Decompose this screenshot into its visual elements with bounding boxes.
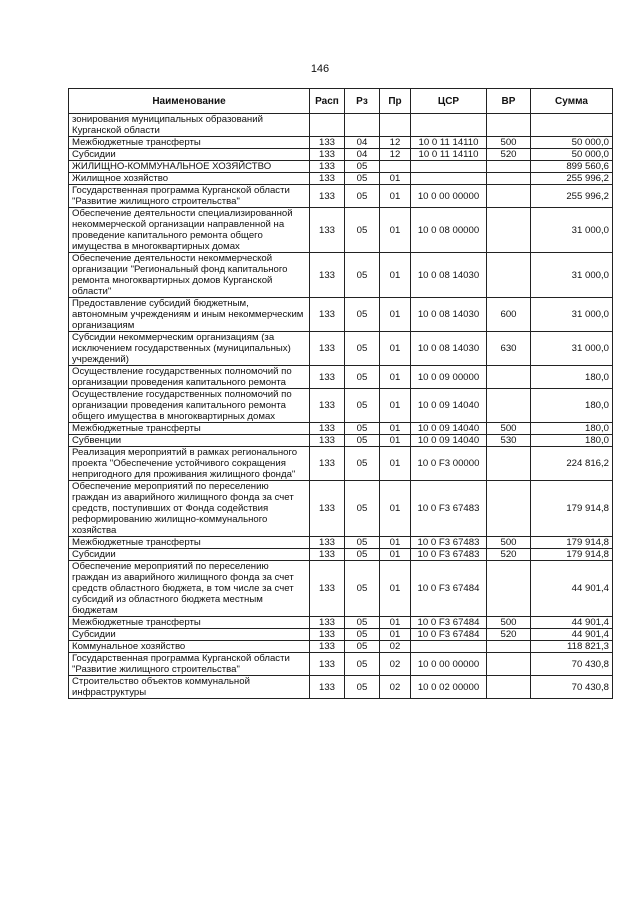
cell-rz: 05 [345,641,380,653]
table-row [69,298,613,332]
cell-vr [487,389,531,423]
cell-rasp: 133 [310,641,345,653]
cell-rasp: 133 [310,173,345,185]
cell-csr: 10 0 F3 67483 [411,537,487,549]
table-row [69,676,613,699]
cell-sum: 179 914,8 [531,481,613,537]
cell-sum: 180,0 [531,435,613,447]
cell-vr [487,185,531,208]
cell-csr: 10 0 09 14040 [411,423,487,435]
cell-rz: 05 [345,549,380,561]
header-name: Наименование [69,89,310,114]
table-row [69,185,613,208]
cell-csr: 10 0 09 14040 [411,389,487,423]
cell-pr: 02 [380,653,411,676]
cell-name: Субвенции [69,435,310,447]
cell-vr: 520 [487,629,531,641]
cell-rz: 05 [345,447,380,481]
cell-rasp: 133 [310,653,345,676]
cell-name: Обеспечение мероприятий по переселению граждан из аварийного жилищного фонда за счет средств областного бюджета, в том числе за счет субсидий из областного бюджета местным бюджетам [69,561,310,617]
table-row [69,173,613,185]
cell-rasp: 133 [310,537,345,549]
cell-name: Субсидии некоммерческим организациям (за исключением государственных (муниципальных) учреждений) [69,332,310,366]
cell-pr [380,161,411,173]
cell-name: Реализация мероприятий в рамках регионального проекта "Обеспечение устойчивого сокращения непригодного для проживания жилищного фонда" [69,447,310,481]
cell-name: Субсидии [69,629,310,641]
cell-name: Межбюджетные трансферты [69,423,310,435]
cell-pr: 01 [380,481,411,537]
cell-csr: 10 0 F3 67483 [411,481,487,537]
cell-name: Обеспечение деятельности специализированной некоммерческой организации направленной на проведение капитального ремонта общего имущества в многоквартирных домах [69,208,310,253]
cell-name: Межбюджетные трансферты [69,617,310,629]
cell-rz: 05 [345,423,380,435]
header-row [69,89,613,114]
table-row [69,561,613,617]
cell-name: Субсидии [69,149,310,161]
cell-rz: 05 [345,629,380,641]
cell-pr: 01 [380,629,411,641]
header-sum: Сумма [531,89,613,114]
cell-csr: 10 0 02 00000 [411,676,487,699]
cell-vr [487,481,531,537]
cell-csr: 10 0 08 14030 [411,298,487,332]
cell-pr: 01 [380,389,411,423]
cell-sum: 118 821,3 [531,641,613,653]
cell-pr [380,114,411,137]
cell-csr: 10 0 00 00000 [411,185,487,208]
cell-sum: 70 430,8 [531,653,613,676]
budget-table [68,88,613,699]
cell-pr: 01 [380,173,411,185]
cell-pr: 01 [380,537,411,549]
cell-rasp: 133 [310,629,345,641]
cell-name: ЖИЛИЩНО-КОММУНАЛЬНОЕ ХОЗЯЙСТВО [69,161,310,173]
cell-rz: 05 [345,208,380,253]
cell-pr: 12 [380,149,411,161]
table-row [69,481,613,537]
cell-pr: 01 [380,332,411,366]
cell-sum: 899 560,6 [531,161,613,173]
cell-vr [487,653,531,676]
cell-sum: 31 000,0 [531,208,613,253]
cell-rz: 04 [345,149,380,161]
cell-rz: 04 [345,137,380,149]
cell-pr: 01 [380,423,411,435]
cell-sum: 31 000,0 [531,253,613,298]
cell-rasp: 133 [310,561,345,617]
cell-csr: 10 0 F3 00000 [411,447,487,481]
cell-name: Осуществление государственных полномочий по организации проведения капитального ремонта общего имущества в многоквартирных домах [69,389,310,423]
cell-rz: 05 [345,366,380,389]
cell-name: Обеспечение мероприятий по переселению граждан из аварийного жилищного фонда за счет средств, поступивших от Фонда содействия реформированию жилищно-коммунального хозяйства [69,481,310,537]
cell-csr: 10 0 00 00000 [411,653,487,676]
header-csr: ЦСР [411,89,487,114]
header-pr: Пр [380,89,411,114]
cell-vr: 520 [487,549,531,561]
table-row [69,161,613,173]
cell-rasp: 133 [310,549,345,561]
table-row [69,617,613,629]
cell-csr [411,641,487,653]
cell-pr: 01 [380,435,411,447]
cell-rasp: 133 [310,161,345,173]
cell-rz: 05 [345,332,380,366]
cell-rasp: 133 [310,676,345,699]
cell-rz: 05 [345,481,380,537]
cell-rz: 05 [345,173,380,185]
cell-csr: 10 0 08 14030 [411,253,487,298]
cell-vr [487,561,531,617]
cell-vr [487,253,531,298]
cell-sum: 179 914,8 [531,537,613,549]
cell-rz: 05 [345,676,380,699]
table-row [69,366,613,389]
cell-pr: 01 [380,253,411,298]
table-row [69,423,613,435]
cell-pr: 01 [380,447,411,481]
table-row [69,332,613,366]
cell-rz: 05 [345,435,380,447]
table-row [69,653,613,676]
cell-name: Осуществление государственных полномочий по организации проведения капитального ремонта [69,366,310,389]
cell-pr: 02 [380,676,411,699]
cell-rz: 05 [345,389,380,423]
table-row [69,537,613,549]
cell-pr: 01 [380,185,411,208]
cell-rz: 05 [345,185,380,208]
cell-vr [487,161,531,173]
cell-rasp: 133 [310,389,345,423]
cell-name: Межбюджетные трансферты [69,137,310,149]
table-header [69,89,613,114]
cell-vr [487,641,531,653]
table-row [69,447,613,481]
cell-vr [487,447,531,481]
cell-csr: 10 0 08 14030 [411,332,487,366]
cell-sum: 50 000,0 [531,137,613,149]
cell-vr: 500 [487,423,531,435]
cell-rz: 05 [345,253,380,298]
header-rasp: Расп [310,89,345,114]
cell-rasp: 133 [310,137,345,149]
cell-sum: 224 816,2 [531,447,613,481]
table-body [69,114,613,699]
cell-csr: 10 0 11 14110 [411,137,487,149]
cell-name: Государственная программа Курганской области "Развитие жилищного строительства" [69,185,310,208]
table-row [69,114,613,137]
cell-vr [487,676,531,699]
table-row [69,641,613,653]
cell-pr: 01 [380,366,411,389]
cell-name: Субсидии [69,549,310,561]
cell-vr: 630 [487,332,531,366]
cell-vr [487,208,531,253]
cell-sum: 180,0 [531,423,613,435]
cell-sum: 180,0 [531,366,613,389]
cell-vr [487,366,531,389]
cell-sum: 44 901,4 [531,629,613,641]
cell-vr: 600 [487,298,531,332]
cell-pr: 02 [380,641,411,653]
cell-sum: 44 901,4 [531,561,613,617]
cell-pr: 01 [380,549,411,561]
cell-rasp: 133 [310,208,345,253]
cell-sum: 179 914,8 [531,549,613,561]
header-vr: ВР [487,89,531,114]
cell-csr: 10 0 11 14110 [411,149,487,161]
cell-rasp: 133 [310,366,345,389]
cell-rz: 05 [345,298,380,332]
cell-pr: 01 [380,617,411,629]
cell-rasp: 133 [310,435,345,447]
cell-rasp: 133 [310,185,345,208]
cell-pr: 01 [380,208,411,253]
cell-name: Жилищное хозяйство [69,173,310,185]
cell-csr: 10 0 F3 67484 [411,629,487,641]
header-rz: Рз [345,89,380,114]
cell-csr [411,173,487,185]
cell-pr: 01 [380,298,411,332]
table-row [69,549,613,561]
cell-rz: 05 [345,561,380,617]
table-row [69,137,613,149]
cell-vr [487,173,531,185]
cell-name: Строительство объектов коммунальной инфраструктуры [69,676,310,699]
cell-pr: 01 [380,561,411,617]
table-row [69,389,613,423]
cell-sum: 31 000,0 [531,332,613,366]
cell-rasp: 133 [310,423,345,435]
table-row [69,149,613,161]
cell-rz: 05 [345,653,380,676]
cell-rasp [310,114,345,137]
cell-rasp: 133 [310,298,345,332]
cell-sum: 255 996,2 [531,185,613,208]
cell-rz: 05 [345,161,380,173]
cell-name: Предоставление субсидий бюджетным, автономным учреждениям и иным некоммерческим организациям [69,298,310,332]
cell-sum: 31 000,0 [531,298,613,332]
cell-name: Коммунальное хозяйство [69,641,310,653]
cell-vr: 520 [487,149,531,161]
cell-name: зонирования муниципальных образований Курганской области [69,114,310,137]
cell-name: Государственная программа Курганской области "Развитие жилищного строительства" [69,653,310,676]
cell-csr [411,161,487,173]
cell-sum [531,114,613,137]
cell-csr: 10 0 F3 67484 [411,617,487,629]
table-row [69,208,613,253]
cell-pr: 12 [380,137,411,149]
cell-rasp: 133 [310,253,345,298]
cell-rz [345,114,380,137]
cell-rasp: 133 [310,332,345,366]
cell-rasp: 133 [310,481,345,537]
cell-rasp: 133 [310,149,345,161]
cell-vr: 530 [487,435,531,447]
cell-csr: 10 0 09 14040 [411,435,487,447]
cell-name: Межбюджетные трансферты [69,537,310,549]
cell-rz: 05 [345,537,380,549]
cell-csr: 10 0 09 00000 [411,366,487,389]
cell-vr: 500 [487,137,531,149]
table-row [69,629,613,641]
cell-vr: 500 [487,617,531,629]
cell-rasp: 133 [310,617,345,629]
cell-name: Обеспечение деятельности некоммерческой организации "Региональный фонд капитального ремонта многоквартирных домов Курганской области" [69,253,310,298]
cell-sum: 44 901,4 [531,617,613,629]
cell-vr: 500 [487,537,531,549]
cell-sum: 70 430,8 [531,676,613,699]
cell-sum: 180,0 [531,389,613,423]
cell-csr: 10 0 F3 67483 [411,549,487,561]
cell-vr [487,114,531,137]
cell-sum: 50 000,0 [531,149,613,161]
table-row [69,435,613,447]
cell-rz: 05 [345,617,380,629]
cell-csr [411,114,487,137]
cell-csr: 10 0 08 00000 [411,208,487,253]
page-number: 146 [310,63,330,75]
cell-rasp: 133 [310,447,345,481]
cell-sum: 255 996,2 [531,173,613,185]
table-row [69,253,613,298]
cell-csr: 10 0 F3 67484 [411,561,487,617]
